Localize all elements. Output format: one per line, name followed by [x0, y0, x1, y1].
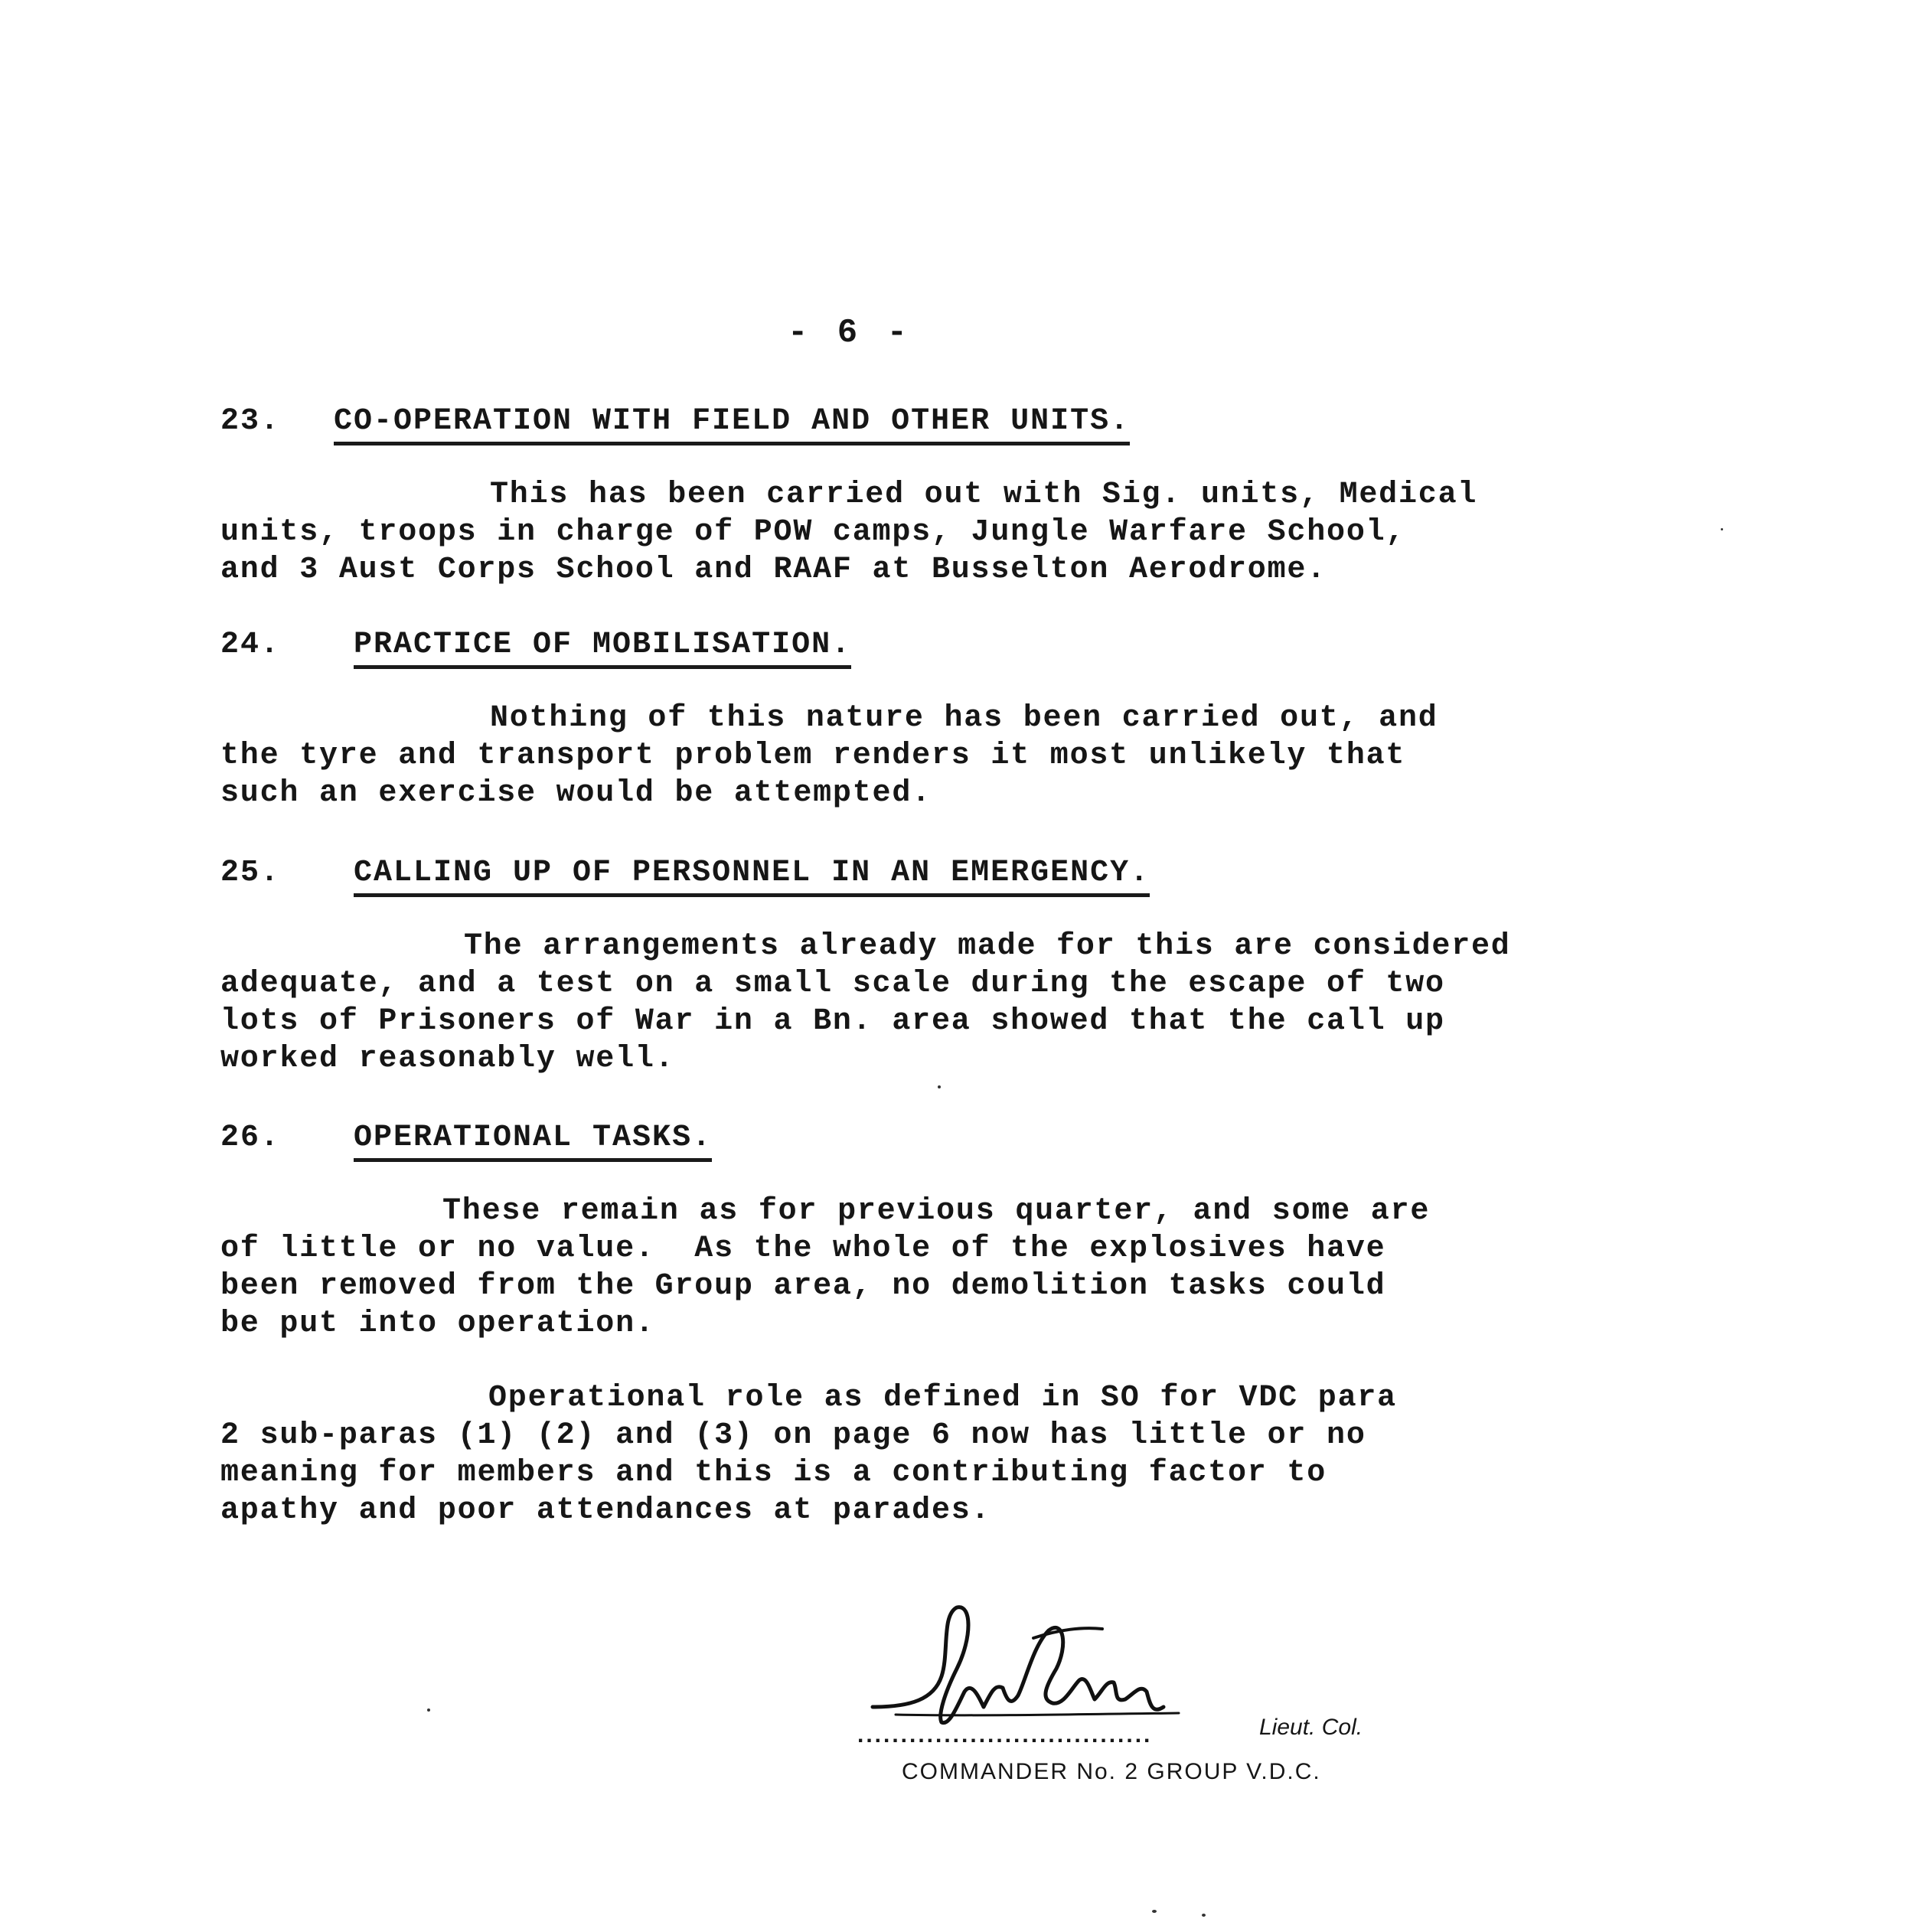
text-line: be put into operation.	[220, 1307, 655, 1341]
section-heading-26: OPERATIONAL TASKS.	[354, 1121, 712, 1162]
section-heading-24: PRACTICE OF MOBILISATION.	[354, 628, 851, 669]
text-line: This has been carried out with Sig. units, Medical	[490, 478, 1478, 512]
text-line: meaning for members and this is a contributing factor to	[220, 1456, 1327, 1490]
section-heading-23: CO-OPERATION WITH FIELD AND OTHER UNITS.	[334, 404, 1130, 445]
signature-dotted-line: ..................................	[857, 1722, 1153, 1748]
text-line: worked reasonably well.	[220, 1042, 675, 1076]
text-line: of little or no value. As the whole of the explosives have	[220, 1232, 1386, 1266]
text-line: Nothing of this nature has been carried out, and	[490, 701, 1438, 736]
scan-speck	[1202, 1914, 1206, 1917]
section-number-25: 25.	[220, 856, 281, 890]
scan-speck	[427, 1708, 430, 1712]
signature-title: COMMANDER No. 2 GROUP V.D.C.	[902, 1759, 1321, 1784]
text-line: such an exercise would be attempted.	[220, 776, 932, 811]
scan-speck	[938, 1085, 941, 1088]
section-number-26: 26.	[220, 1121, 281, 1155]
signature-rank: Lieut. Col.	[1259, 1715, 1363, 1740]
text-line: Operational role as defined in SO for VDC para	[488, 1381, 1397, 1415]
section-26-paragraph-2	[220, 1379, 1397, 1529]
page-number: - 6 -	[787, 314, 912, 352]
section-heading-25: CALLING UP OF PERSONNEL IN AN EMERGENCY.	[354, 856, 1150, 897]
scan-speck	[1721, 528, 1723, 530]
text-line: lots of Prisoners of War in a Bn. area showed that the call up	[220, 1004, 1445, 1039]
text-line: been removed from the Group area, no demolition tasks could	[220, 1269, 1386, 1304]
text-line: apathy and poor attendances at parades.	[220, 1493, 991, 1528]
text-line: and 3 Aust Corps School and RAAF at Busselton Aerodrome.	[220, 553, 1327, 587]
section-25-paragraph	[220, 928, 1511, 1078]
text-line: adequate, and a test on a small scale during the escape of two	[220, 967, 1445, 1001]
text-line: The arrangements already made for this are considered	[464, 929, 1511, 964]
section-24-paragraph	[220, 700, 1438, 812]
text-line: units, troops in charge of POW camps, Jungle Warfare School,	[220, 515, 1406, 550]
scan-speck	[1152, 1910, 1157, 1913]
section-number-23: 23.	[220, 404, 281, 439]
text-line: the tyre and transport problem renders it most unlikely that	[220, 739, 1406, 773]
signature-block	[850, 1592, 1401, 1791]
section-26-paragraph-1	[220, 1193, 1430, 1343]
text-line: 2 sub-paras (1) (2) and (3) on page 6 now has little or no	[220, 1418, 1366, 1453]
section-23-paragraph	[220, 476, 1477, 589]
section-number-24: 24.	[220, 628, 281, 662]
text-line: These remain as for previous quarter, and some are	[442, 1194, 1431, 1229]
